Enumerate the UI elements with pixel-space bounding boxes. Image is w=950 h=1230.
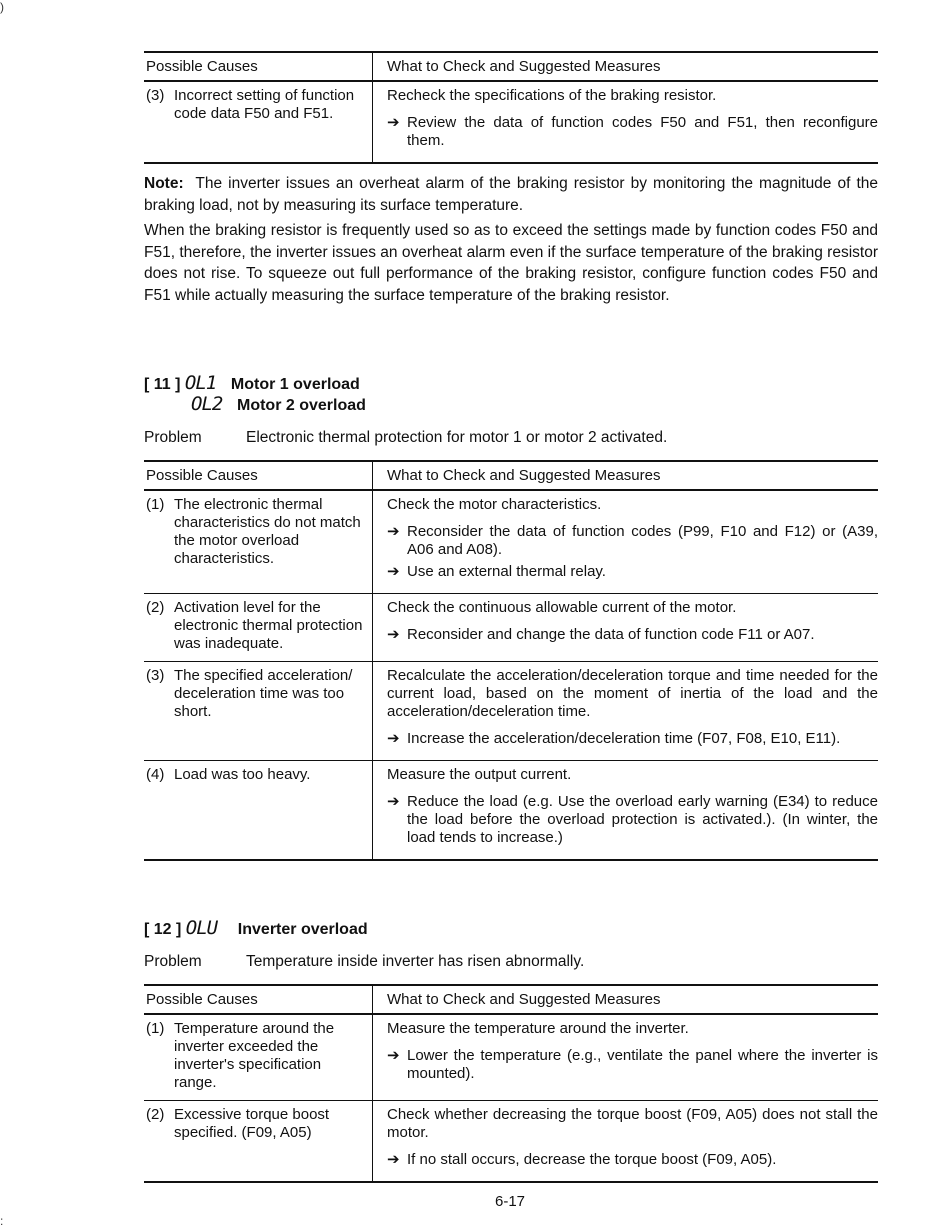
cause-text: Temperature around the inverter exceeded the inverter's specification range. bbox=[174, 1020, 335, 1091]
cause-cell bbox=[144, 594, 373, 662]
cause-number: (1) bbox=[146, 1020, 165, 1037]
problem-label: Problem bbox=[144, 953, 202, 970]
edge-mark-bottom: : bbox=[0, 1214, 4, 1228]
section-number: [ 12 ] bbox=[144, 921, 182, 938]
suggested-measure bbox=[387, 523, 878, 559]
measures-block bbox=[373, 82, 878, 162]
table-row bbox=[144, 81, 878, 163]
table-row bbox=[144, 1101, 878, 1183]
problem-line bbox=[144, 429, 667, 447]
header-check-measures: What to Check and Suggested Measures bbox=[373, 985, 879, 1014]
check-text: Check the motor characteristics. bbox=[387, 496, 602, 513]
cause-cell bbox=[144, 490, 373, 594]
measure-text: Review the data of function codes F50 and F51, then reconfigure them. bbox=[407, 114, 878, 149]
measure-text: Lower the temperature (e.g., ventilate the panel where the inverter is mounted). bbox=[407, 1047, 878, 1082]
section-number: [ 11 ] bbox=[144, 376, 181, 393]
arrow-right-icon: ➔ bbox=[387, 730, 400, 747]
measures-block bbox=[373, 662, 878, 760]
section-title: Motor 2 overload bbox=[237, 397, 366, 414]
page-number: 6-17 bbox=[494, 1193, 526, 1210]
header-possible-causes: Possible Causes bbox=[144, 461, 373, 490]
alarm-code-olu: OLU bbox=[185, 917, 218, 939]
measures-block bbox=[373, 594, 878, 656]
check-text: Measure the temperature around the inverter. bbox=[387, 1020, 689, 1037]
cause-cell bbox=[144, 1014, 373, 1101]
header-possible-causes: Possible Causes bbox=[144, 52, 373, 81]
table-row bbox=[144, 1014, 878, 1101]
arrow-right-icon: ➔ bbox=[387, 523, 400, 540]
section-title: Inverter overload bbox=[237, 921, 368, 938]
section-11-heading bbox=[144, 373, 360, 395]
note-paragraph bbox=[144, 173, 878, 216]
table-row bbox=[144, 490, 878, 594]
cause-text: Activation level for the electronic thermal protection was inadequate. bbox=[174, 599, 363, 652]
causes-table-motor-overload bbox=[144, 460, 878, 861]
measures-cell bbox=[373, 761, 879, 861]
cause-number: (3) bbox=[146, 667, 165, 684]
suggested-measure bbox=[387, 626, 878, 644]
suggested-measure bbox=[387, 730, 878, 748]
table-row bbox=[144, 761, 878, 861]
cause-cell bbox=[144, 81, 373, 163]
cause-number: (3) bbox=[146, 87, 165, 104]
measures-cell bbox=[373, 1014, 879, 1101]
section-11-heading-2 bbox=[191, 394, 366, 416]
cause-item bbox=[144, 491, 372, 576]
table-row bbox=[144, 594, 878, 662]
edge-mark-top: ) bbox=[0, 0, 4, 14]
note-paragraph-2: When the braking resistor is frequently used so as to exceed the settings made by function codes F50 and F51, therefore, the inverter issues an overheat alarm even if the surface temperature of the braking resistor does not rise. To squeeze out full performance of the braking resistor, configure function codes F50 and F51 while actually measuring the surface temperature of the braking resistor. bbox=[144, 222, 878, 304]
cause-text: The specified acceleration/ deceleration time was too short. bbox=[174, 667, 353, 720]
cause-number: (2) bbox=[146, 1106, 165, 1123]
measure-text: Increase the acceleration/deceleration time (F07, F08, E10, E11). bbox=[407, 730, 841, 747]
causes-table-inverter-overload bbox=[144, 984, 878, 1183]
arrow-right-icon: ➔ bbox=[387, 1047, 400, 1064]
table-header-row bbox=[144, 52, 878, 81]
suggested-measure bbox=[387, 563, 878, 581]
table-header-row bbox=[144, 985, 878, 1014]
measure-text: If no stall occurs, decrease the torque boost (F09, A05). bbox=[407, 1151, 777, 1168]
suggested-measure bbox=[387, 1047, 878, 1083]
cause-item bbox=[144, 1015, 372, 1100]
arrow-right-icon: ➔ bbox=[387, 793, 400, 810]
measures-cell bbox=[373, 490, 879, 594]
arrow-right-icon: ➔ bbox=[387, 114, 400, 131]
cause-text: Excessive torque boost specified. (F09, A05) bbox=[174, 1106, 330, 1141]
check-text: Check whether decreasing the torque boost (F09, A05) does not stall the motor. bbox=[387, 1106, 878, 1141]
measure-text: Use an external thermal relay. bbox=[407, 563, 606, 580]
section-12-heading bbox=[144, 918, 368, 940]
measures-block bbox=[373, 1101, 878, 1181]
measures-cell bbox=[373, 81, 879, 163]
problem-line bbox=[144, 953, 584, 971]
cause-text: Incorrect setting of function code data F50 and F51. bbox=[174, 87, 355, 122]
header-check-measures: What to Check and Suggested Measures bbox=[373, 52, 879, 81]
cause-text: Load was too heavy. bbox=[174, 766, 311, 783]
problem-text: Electronic thermal protection for motor 1 or motor 2 activated. bbox=[246, 429, 668, 446]
measure-text: Reduce the load (e.g. Use the overload early warning (E34) to reduce the load before the overload protection is activated.). (In winter, the load tends to increase.) bbox=[407, 793, 878, 846]
cause-cell bbox=[144, 761, 373, 861]
arrow-right-icon: ➔ bbox=[387, 626, 400, 643]
alarm-code-ol1: OL1 bbox=[184, 372, 217, 394]
header-check-measures: What to Check and Suggested Measures bbox=[373, 461, 879, 490]
cause-cell bbox=[144, 1101, 373, 1183]
measure-text: Reconsider and change the data of function code F11 or A07. bbox=[407, 626, 815, 643]
cause-number: (2) bbox=[146, 599, 165, 616]
measures-cell bbox=[373, 662, 879, 761]
suggested-measure bbox=[387, 114, 878, 150]
measures-cell bbox=[373, 1101, 879, 1183]
table-header-row bbox=[144, 461, 878, 490]
suggested-measure bbox=[387, 793, 878, 847]
measures-cell bbox=[373, 594, 879, 662]
causes-table-braking bbox=[144, 51, 878, 164]
note-label: Note: bbox=[144, 175, 184, 192]
check-text: Recalculate the acceleration/deceleration torque and time needed for the current load, based on the moment of inertia of the load and the acceleration/deceleration time. bbox=[387, 667, 878, 720]
suggested-measure bbox=[387, 1151, 878, 1169]
note-text: The inverter issues an overheat alarm of the braking resistor by monitoring the magnitude of the braking load, not by measuring its surface temperature. bbox=[144, 175, 878, 214]
arrow-right-icon: ➔ bbox=[387, 563, 400, 580]
table-row bbox=[144, 662, 878, 761]
measure-text: Reconsider the data of function codes (P99, F10 and F12) or (A39, A06 and A08). bbox=[407, 523, 878, 558]
header-possible-causes: Possible Causes bbox=[144, 985, 373, 1014]
cause-item bbox=[144, 594, 372, 661]
problem-label: Problem bbox=[144, 429, 202, 446]
cause-number: (1) bbox=[146, 496, 165, 513]
section-title: Motor 1 overload bbox=[230, 376, 360, 393]
cause-item bbox=[144, 82, 372, 131]
alarm-code-ol2: OL2 bbox=[191, 393, 223, 415]
cause-item bbox=[144, 761, 372, 792]
cause-cell bbox=[144, 662, 373, 761]
cause-item bbox=[144, 662, 372, 729]
measures-block bbox=[373, 1015, 878, 1095]
check-text: Recheck the specifications of the braking resistor. bbox=[387, 87, 717, 104]
cause-text: The electronic thermal characteristics do not match the motor overload characteristics. bbox=[174, 496, 361, 567]
cause-number: (4) bbox=[146, 766, 165, 783]
measures-block bbox=[373, 491, 878, 593]
cause-item bbox=[144, 1101, 372, 1150]
check-text: Measure the output current. bbox=[387, 766, 572, 783]
measures-block bbox=[373, 761, 878, 859]
arrow-right-icon: ➔ bbox=[387, 1151, 400, 1168]
check-text: Check the continuous allowable current of the motor. bbox=[387, 599, 737, 616]
problem-text: Temperature inside inverter has risen abnormally. bbox=[246, 953, 585, 970]
